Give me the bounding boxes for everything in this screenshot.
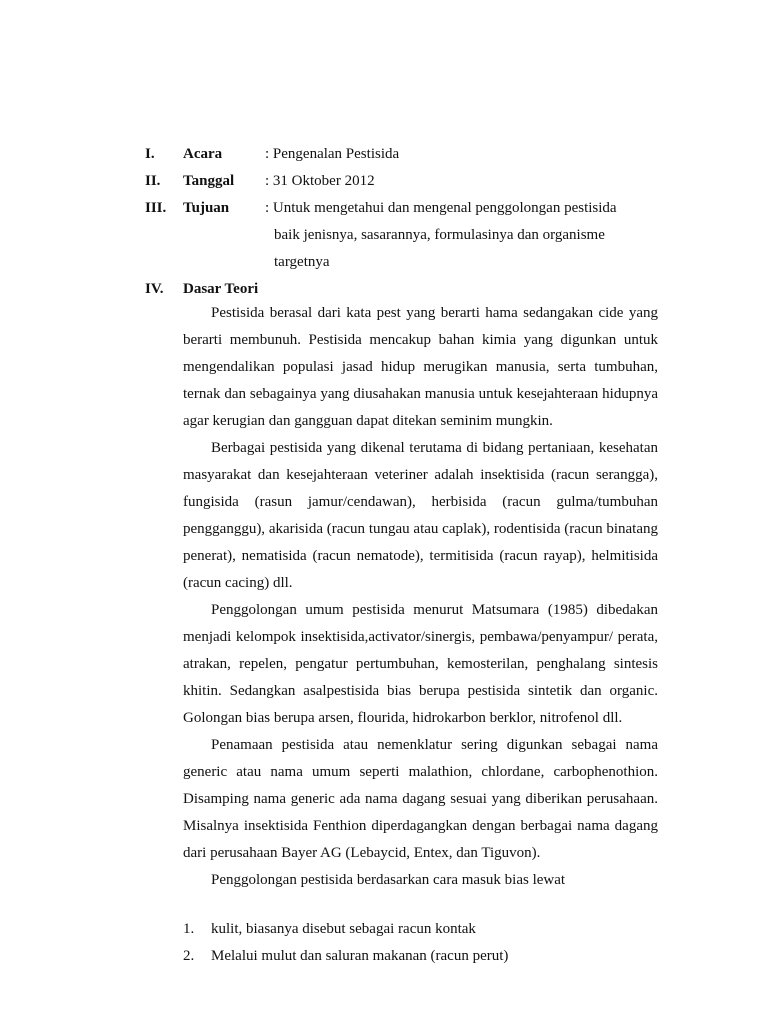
entry-list (183, 916, 658, 970)
paragraph-1: Pestisida berasal dari kata pest yang berarti hama sedangakan cide yang berarti membunuh. Pestisida mencakup bahan kimia yang digunkan untuk mengendalikan populasi jasad hidup merugikan manusia, serta tumbuhan, ternak dan sebagainya yang diusahakan manusia untuk kesejahteraan hidupnya agar kerugian dan gangguan dapat ditekan seminim mungkin. (183, 305, 658, 429)
paragraph-3: Penggolongan umum pestisida menurut Matsumara (1985) dibedakan menjadi kelompok insektisida,activator/sinergis, pembawa/penyampur/ perata, atrakan, repelen, pengatur pertumbuhan, kemosterilan, penghalang sintesis khitin. Sedangkan asalpestisida bias berupa pestisida sintetik dan organic. Golongan bias berupa arsen, flourida, hidrokarbon berklor, nitrofenol dll. (183, 602, 658, 726)
row-number: II. (145, 173, 161, 189)
paragraph-4: Penamaan pestisida atau nemenklatur sering digunkan sebagai nama generic atau nama umum seperti malathion, chlordane, carbophenothion. Disamping nama generic ada nama dagang sesuai yang diberikan perusahaan. Misalnya insektisida Fenthion diperdagangkan dengan berbagai nama dagang dari perusahaan Bayer AG (Lebaycid, Entex, dan Tiguvon). (183, 737, 658, 861)
list-item (183, 943, 658, 970)
row-label: Acara (183, 146, 223, 162)
paragraph-5: Penggolongan pestisida berdasarkan cara masuk bias lewat (211, 872, 566, 888)
tujuan-continuation-text: targetnya (274, 254, 330, 270)
list-item (183, 916, 658, 943)
row-value: : 31 Oktober 2012 (265, 173, 375, 189)
tujuan-continuation-text: baik jenisnya, sasarannya, formulasinya dan organisme (274, 227, 605, 243)
section-number: IV. (145, 281, 164, 297)
list-item-text: kulit, biasanya disebut sebagai racun kontak (211, 921, 476, 937)
row-value: : Untuk mengetahui dan mengenal penggolongan pestisida (265, 200, 617, 216)
row-label: Tujuan (183, 200, 230, 216)
section-title: Dasar Teori (183, 281, 259, 297)
list-item-text: Melalui mulut dan saluran makanan (racun perut) (211, 948, 509, 964)
body-text (183, 300, 658, 894)
row-value: : Pengenalan Pestisida (265, 146, 400, 162)
row-label: Tanggal (183, 173, 235, 189)
row-number: III. (145, 200, 167, 216)
list-item-number: 2. (183, 948, 195, 964)
row-number: I. (145, 146, 155, 162)
paragraph-2: Berbagai pestisida yang dikenal terutama di bidang pertaniaan, kesehatan masyarakat dan kesejahteraan veteriner adalah insektisida (racun serangga), fungisida (rasun jamur/cendawan), herbisida (racun gulma/tumbuhan pengganggu), akarisida (racun tungau atau caplak), rodentisida (racun binatang penerat), nematisida (racun nematode), termitisida (racun rayap), helmitisida (racun cacing) dll. (183, 440, 658, 591)
list-item-number: 1. (183, 921, 195, 937)
